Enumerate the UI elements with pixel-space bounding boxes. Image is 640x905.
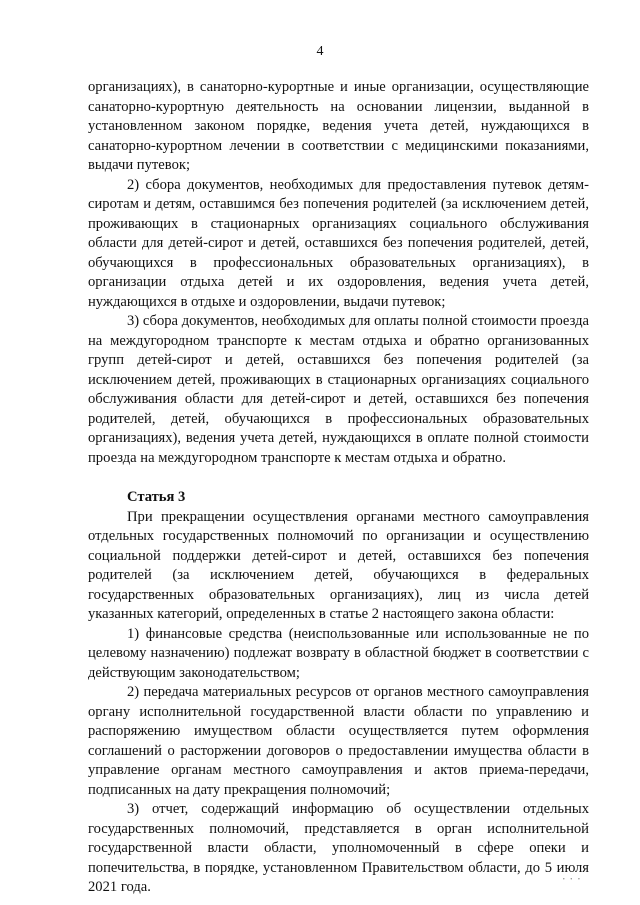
page-number: 4 xyxy=(316,44,324,59)
paragraph-item-3b: 3) отчет, содержащий информацию об осуществлении отдельных государственных полномочий, представляется в орган исполнительной государственной власти области, уполномоченный в сфере опеки и попечительства, в порядке, установленном Правительством области, до 5 июля 2021 года. xyxy=(88,801,589,895)
article-heading: Статья 3 xyxy=(127,489,186,505)
article-intro-paragraph: При прекращении осуществления органами местного самоуправления отдельных государственных полномочий по организации и осуществлению социальной поддержки детей-сирот и детей, оставшихся без попечения родителей (за исключением детей, обучающихся в федеральных государственных образовательных организациях), лиц из числа детей указанных категорий, определенных в статье 2 настоящего закона области: xyxy=(88,508,589,622)
paragraph-item-3: 3) сбора документов, необходимых для оплаты полной стоимости проезда на междугородном транспорте к местам отдыха и обратно организованных групп детей-сирот и детей, оставшихся без попечения родителей (за исключением детей, проживающих в стационарных организациях социального обслуживания области для детей-сирот и детей, оставшихся без попечения родителей, детей, обучающихся в профессиональных образовательных организациях), ведения учета детей, нуждающихся в оплате полной стоимости проезда на междугородном транспорте к местам отдыха и обратно. xyxy=(88,313,589,466)
paragraph-item-2: 2) сбора документов, необходимых для предоставления путевок детям-сиротам и детям, оставшимся без попечения родителей (за исключением детей, проживающих в стационарных организациях социального обслуживания области для детей-сирот и детей, оставшихся без попечения родителей, детей, обучающихся в профессиональных образовательных организациях), в организации отдыха детей и их оздоровления, ведения учета детей, нуждающихся в отдыхе и оздоровлении, выдачи путевок; xyxy=(88,176,589,310)
document-body xyxy=(88,78,589,898)
paragraph-item-1: 1) финансовые средства (неиспользованные или использованные не по целевому назначению) подлежат возврату в областной бюджет в соответствии с действующим законодательством; xyxy=(88,625,589,681)
paragraph-item-2b: 2) передача материальных ресурсов от органов местного самоуправления органу исполнительной государственной власти области по управлению и распоряжению имуществом области осуществляется путем оформления соглашений о расторжении договоров о предоставлении имущества области в управление органам местного самоуправления и актов приема-передачи, подписанных на дату прекращения полномочий; xyxy=(88,684,589,798)
scan-mark: • • • xyxy=(562,877,582,883)
paragraph-continuation: организациях), в санаторно-курортные и иные организации, осуществляющие санаторно-курортную деятельность на основании лицензии, выданной в установленном законом порядке, ведения учета детей, нуждающихся в санаторно-курортном лечении в соответствии с медицинскими показаниями, выдачи путевок; xyxy=(88,79,589,173)
